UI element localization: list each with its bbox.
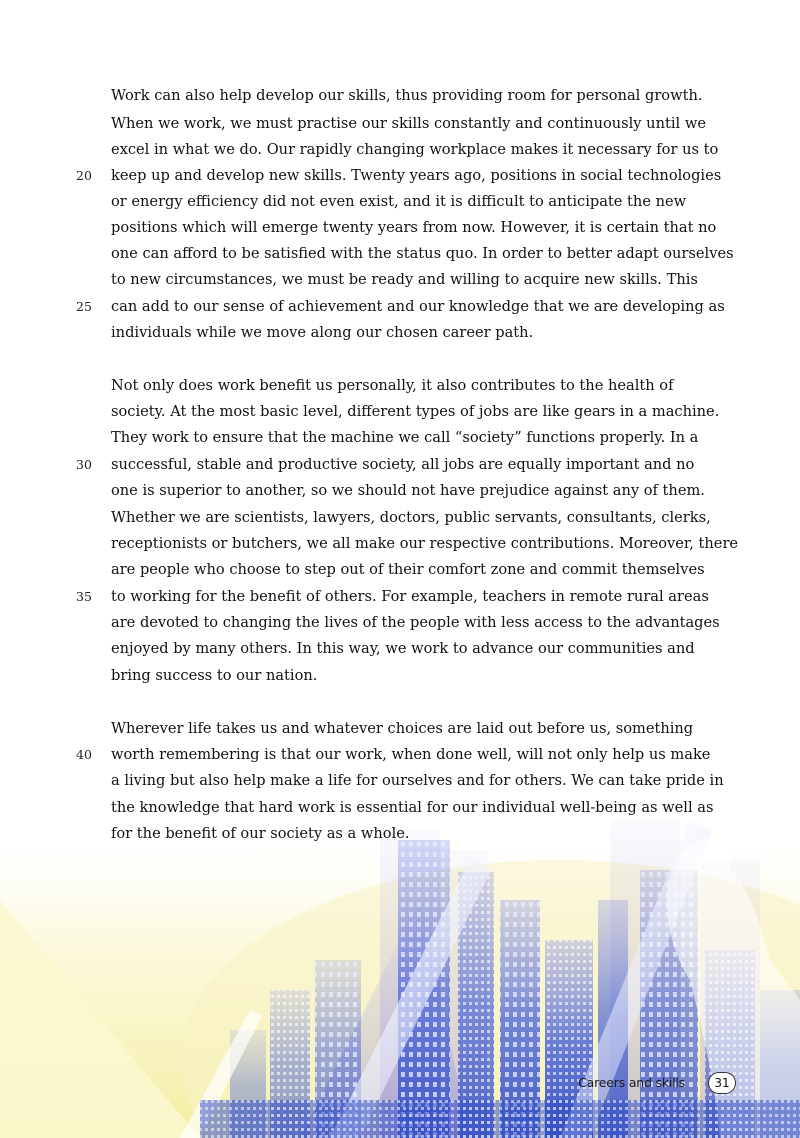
line-number: 35 [76, 589, 92, 604]
line-number: 40 [76, 747, 92, 762]
text-line: are devoted to changing the lives of the people with less access to the advantages [111, 614, 720, 631]
text-line: They work to ensure that the machine we call “society” functions properly. In a [111, 429, 699, 446]
text-line: bring success to our nation. [111, 667, 318, 684]
text-line: Wherever life takes us and whatever choices are laid out before us, something [111, 720, 694, 737]
text-line: to new circumstances, we must be ready and willing to acquire new skills. This [111, 271, 698, 288]
line-number: 30 [76, 457, 92, 472]
text-line: can add to our sense of achievement and our knowledge that we are developing as [111, 298, 725, 315]
text-line: one is superior to another, so we should not have prejudice against any of them. [111, 482, 705, 499]
line-number: 20 [76, 168, 92, 183]
text-line: keep up and develop new skills. Twenty years ago, positions in social technologies [111, 167, 722, 184]
text-line: positions which will emerge twenty years from now. However, it is certain that no [111, 219, 717, 236]
line-number: 25 [76, 299, 92, 314]
text-line: enjoyed by many others. In this way, we work to advance our communities and [111, 640, 695, 657]
page-footer [560, 1065, 780, 1105]
text-line: Work can also help develop our skills, thus providing room for personal growth. [111, 87, 703, 104]
text-line: are people who choose to step out of their comfort zone and commit themselves [111, 561, 705, 578]
text-line: a living but also help make a life for ourselves and for others. We can take pride in [111, 772, 724, 789]
text-line: one can afford to be satisfied with the status quo. In order to better adapt ourselves [111, 245, 734, 262]
text-line: When we work, we must practise our skills constantly and continuously until we [111, 115, 706, 132]
text-line: excel in what we do. Our rapidly changing workplace makes it necessary for us to [111, 141, 719, 158]
text-line: society. At the most basic level, different types of jobs are like gears in a machine. [111, 403, 720, 420]
text-line: Not only does work benefit us personally, it also contributes to the health of [111, 377, 674, 394]
text-line: worth remembering is that our work, when done well, will not only help us make [111, 746, 711, 763]
text-line: receptionists or butchers, we all make our respective contributions. Moreover, there [111, 535, 739, 552]
text-line: for the benefit of our society as a whole. [111, 825, 410, 842]
text-line: Whether we are scientists, lawyers, doctors, public servants, consultants, clerks, [111, 509, 711, 526]
section-label: Careers and skills [578, 1075, 685, 1090]
text-line: to working for the benefit of others. For example, teachers in remote rural areas [111, 588, 709, 605]
text-line: successful, stable and productive society, all jobs are equally important and no [111, 456, 695, 473]
page-number-badge: 31 [708, 1072, 736, 1094]
text-line: or energy efficiency did not even exist, and it is difficult to anticipate the new [111, 193, 687, 210]
text-line: individuals while we move along our chosen career path. [111, 324, 534, 341]
text-line: the knowledge that hard work is essential for our individual well-being as well as [111, 799, 714, 816]
